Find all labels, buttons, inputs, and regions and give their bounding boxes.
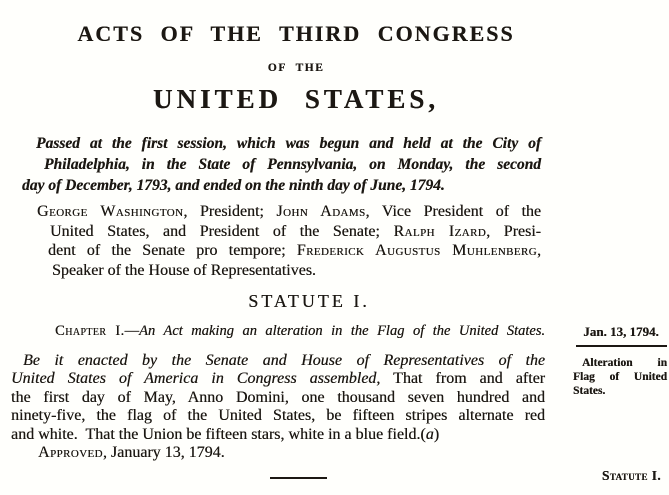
- margin-note-line: Alteration in: [582, 357, 667, 369]
- page-title-connector: OF THE: [267, 62, 325, 74]
- officers-text: , President;: [183, 203, 277, 220]
- approved-label: Approved: [38, 444, 103, 462]
- officers-text: , Presi-: [486, 222, 541, 240]
- chapter-line: [55, 323, 545, 340]
- margin-note-line: Flag of United: [573, 370, 667, 383]
- session-line: day of December, 1793, and ended on the ninth day of June, 1794.: [22, 176, 445, 194]
- officers-line: [0, 202, 541, 222]
- act-line: ninety-five, the flag of the United States, be fifteen stripes alternate red: [11, 407, 545, 425]
- officer-name: Frederick Augustus Muhlenberg: [296, 242, 537, 259]
- footnote-marker: a: [425, 425, 434, 443]
- officer-name: George Washington: [37, 203, 184, 220]
- officers-list: [0, 202, 541, 280]
- act-text: ): [433, 425, 440, 443]
- approval-text: , January 13, 1794.: [102, 444, 225, 462]
- chapter-label: Chapter I.: [55, 323, 125, 339]
- officers-text: ,: [537, 242, 541, 259]
- session-line: Passed at the first session, which was begun and held at the City of: [36, 135, 541, 152]
- act-line: [11, 426, 545, 444]
- act-body: [11, 352, 545, 462]
- statute-heading: STATUTE I.: [248, 291, 370, 311]
- enacting-clause: United States of America in Congress assembled,: [11, 370, 381, 388]
- act-line: [11, 370, 545, 388]
- session-description: [0, 134, 541, 196]
- margin-note-line: States.: [573, 384, 606, 397]
- act-line: the first day of May, Anno Domini, one thousand seven hundred and: [11, 388, 545, 406]
- officer-name: John Adams: [276, 203, 366, 220]
- officers-text: Speaker of the House of Representatives.: [52, 261, 316, 279]
- officers-line: [0, 241, 541, 261]
- margin-side-note: [573, 357, 667, 398]
- section-divider-rule: [270, 477, 327, 479]
- officer-name: Ralph Izard: [393, 222, 487, 240]
- officers-line: [0, 222, 541, 242]
- margin-rule: [576, 345, 667, 347]
- officers-text: dent of the Senate pro tempore;: [48, 242, 297, 259]
- page-title: ACTS OF THE THIRD CONGRESS: [77, 21, 515, 46]
- officers-line: [0, 261, 541, 281]
- act-text: That from and after: [380, 370, 545, 388]
- act-line: [11, 352, 545, 370]
- enacting-clause: Be it enacted by the Senate and House of Representatives of the: [23, 352, 545, 369]
- margin-date: Jan. 13, 1794.: [583, 324, 659, 339]
- running-title: Statute I.: [601, 468, 661, 483]
- chapter-heading: [55, 323, 545, 340]
- officers-text: , Vice President of the: [365, 203, 542, 220]
- act-text: and white. That the Union be fifteen stars, white in a blue field.(: [11, 425, 426, 443]
- page-title-united-states: UNITED STATES,: [152, 84, 440, 114]
- approval-line: [11, 444, 545, 462]
- officers-text: United States, and President of the Senate;: [50, 222, 394, 240]
- act-title: An Act making an alteration in the Flag of the United States.: [139, 323, 545, 339]
- session-line: Philadelphia, in the State of Pennsylvania, on Monday, the second: [44, 155, 541, 173]
- chapter-dash: —: [124, 323, 140, 339]
